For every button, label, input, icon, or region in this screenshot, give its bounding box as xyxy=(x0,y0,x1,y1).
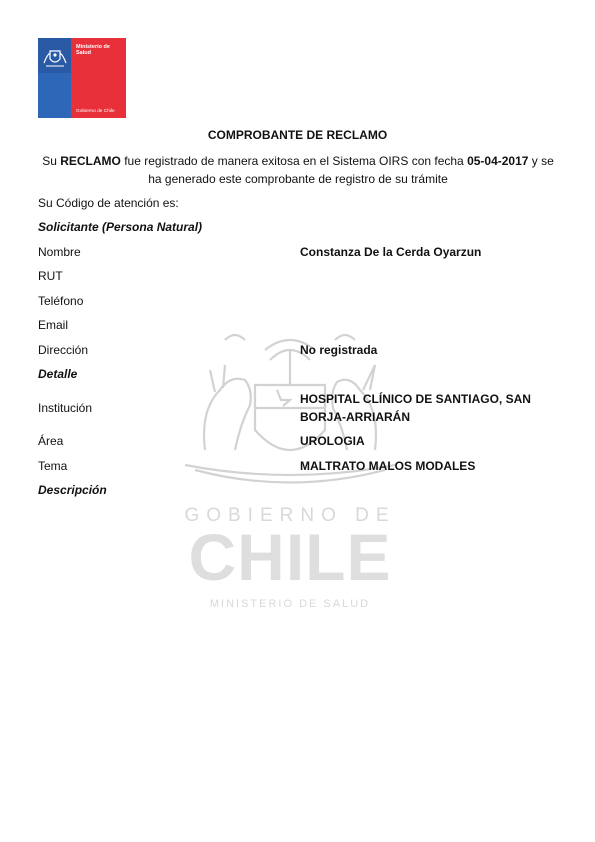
document-title: COMPROBANTE DE RECLAMO xyxy=(207,128,388,142)
institucion-label: Institución xyxy=(38,401,93,415)
watermark-line-3: MINISTERIO DE SALUD xyxy=(209,598,371,610)
intro-type: RECLAMO xyxy=(60,154,121,168)
attention-code-label: Su Código de atención es: xyxy=(38,196,179,210)
intro-prefix: Su xyxy=(42,154,61,168)
area-label: Área xyxy=(38,434,64,448)
area-value: UROLOGIA xyxy=(300,434,365,448)
email-label: Email xyxy=(38,318,69,332)
nombre-label: Nombre xyxy=(38,245,81,259)
intro-suffix: y se ha generado este comprobante de registro de su trámite xyxy=(148,154,554,186)
watermark-line-1: GOBIERNO DE xyxy=(184,505,396,526)
direccion-label: Dirección xyxy=(38,343,89,357)
detalle-heading: Detalle xyxy=(38,367,78,381)
intro-date: 05-04-2017 xyxy=(467,154,529,168)
logo-ministry-text: Ministerio de Salud xyxy=(76,44,110,56)
logo-blue-lower-band xyxy=(38,73,71,118)
tema-value: MALTRATO MALOS MODALES xyxy=(300,459,476,473)
logo-government-text: Gobierno de Chile xyxy=(76,109,115,114)
telefono-label: Teléfono xyxy=(38,294,84,308)
coat-of-arms-icon xyxy=(42,47,68,69)
nombre-value: Constanza De la Cerda Oyarzun xyxy=(300,245,482,259)
direccion-value: No registrada xyxy=(300,343,378,357)
intro-paragraph xyxy=(38,152,558,188)
institucion-value: HOSPITAL CLÍNICO DE SANTIAGO, SAN BORJA-ARRIARÁN xyxy=(300,392,531,424)
tema-label: Tema xyxy=(38,459,68,473)
rut-label: RUT xyxy=(38,269,63,283)
descripcion-heading: Descripción xyxy=(38,483,107,497)
watermark-line-2: CHILE xyxy=(188,520,392,594)
intro-middle: fue registrado de manera exitosa en el Sistema OIRS con fecha xyxy=(120,154,468,168)
watermark xyxy=(165,330,425,620)
solicitante-heading: Solicitante (Persona Natural) xyxy=(38,220,203,234)
ministerio-salud-logo xyxy=(38,38,126,118)
